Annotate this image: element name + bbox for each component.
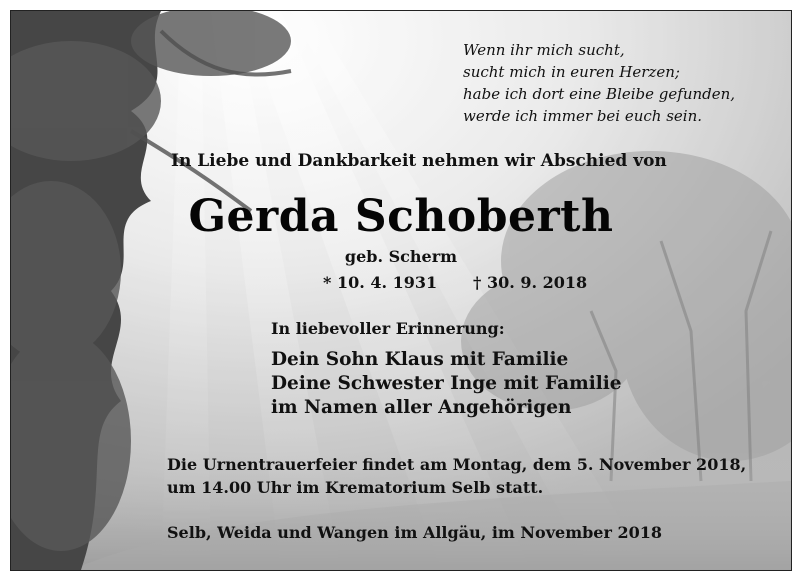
poem-line: werde ich immer bei euch sein. bbox=[463, 107, 703, 125]
ceremony-line: Die Urnentrauerfeier findet am Montag, dem 5. November 2018, bbox=[167, 455, 747, 474]
obituary-notice bbox=[10, 10, 792, 571]
poem-line: sucht mich in euren Herzen; bbox=[463, 63, 680, 81]
maiden-name: geb. Scherm bbox=[344, 247, 458, 266]
mourner-line: im Namen aller Angehörigen bbox=[271, 397, 572, 418]
poem-verse bbox=[463, 39, 783, 127]
mourners-list bbox=[271, 348, 622, 420]
poem-line: Wenn ihr mich sucht, bbox=[463, 41, 625, 59]
mourner-line: Dein Sohn Klaus mit Familie bbox=[271, 349, 569, 370]
death-date: † 30. 9. 2018 bbox=[473, 273, 588, 292]
farewell-intro: In Liebe und Dankbarkeit nehmen wir Abschied von bbox=[171, 151, 667, 171]
mourner-line: Deine Schwester Inge mit Familie bbox=[271, 373, 622, 394]
ceremony-line: um 14.00 Uhr im Krematorium Selb statt. bbox=[167, 478, 544, 497]
poem-line: habe ich dort eine Bleibe gefunden, bbox=[463, 85, 736, 103]
place-and-date: Selb, Weida und Wangen im Allgäu, im November 2018 bbox=[167, 523, 663, 542]
ceremony-info bbox=[167, 453, 746, 499]
memory-label: In liebevoller Erinnerung: bbox=[271, 319, 505, 338]
deceased-name: Gerda Schoberth bbox=[188, 191, 614, 242]
birth-date: * 10. 4. 1931 bbox=[323, 273, 438, 292]
